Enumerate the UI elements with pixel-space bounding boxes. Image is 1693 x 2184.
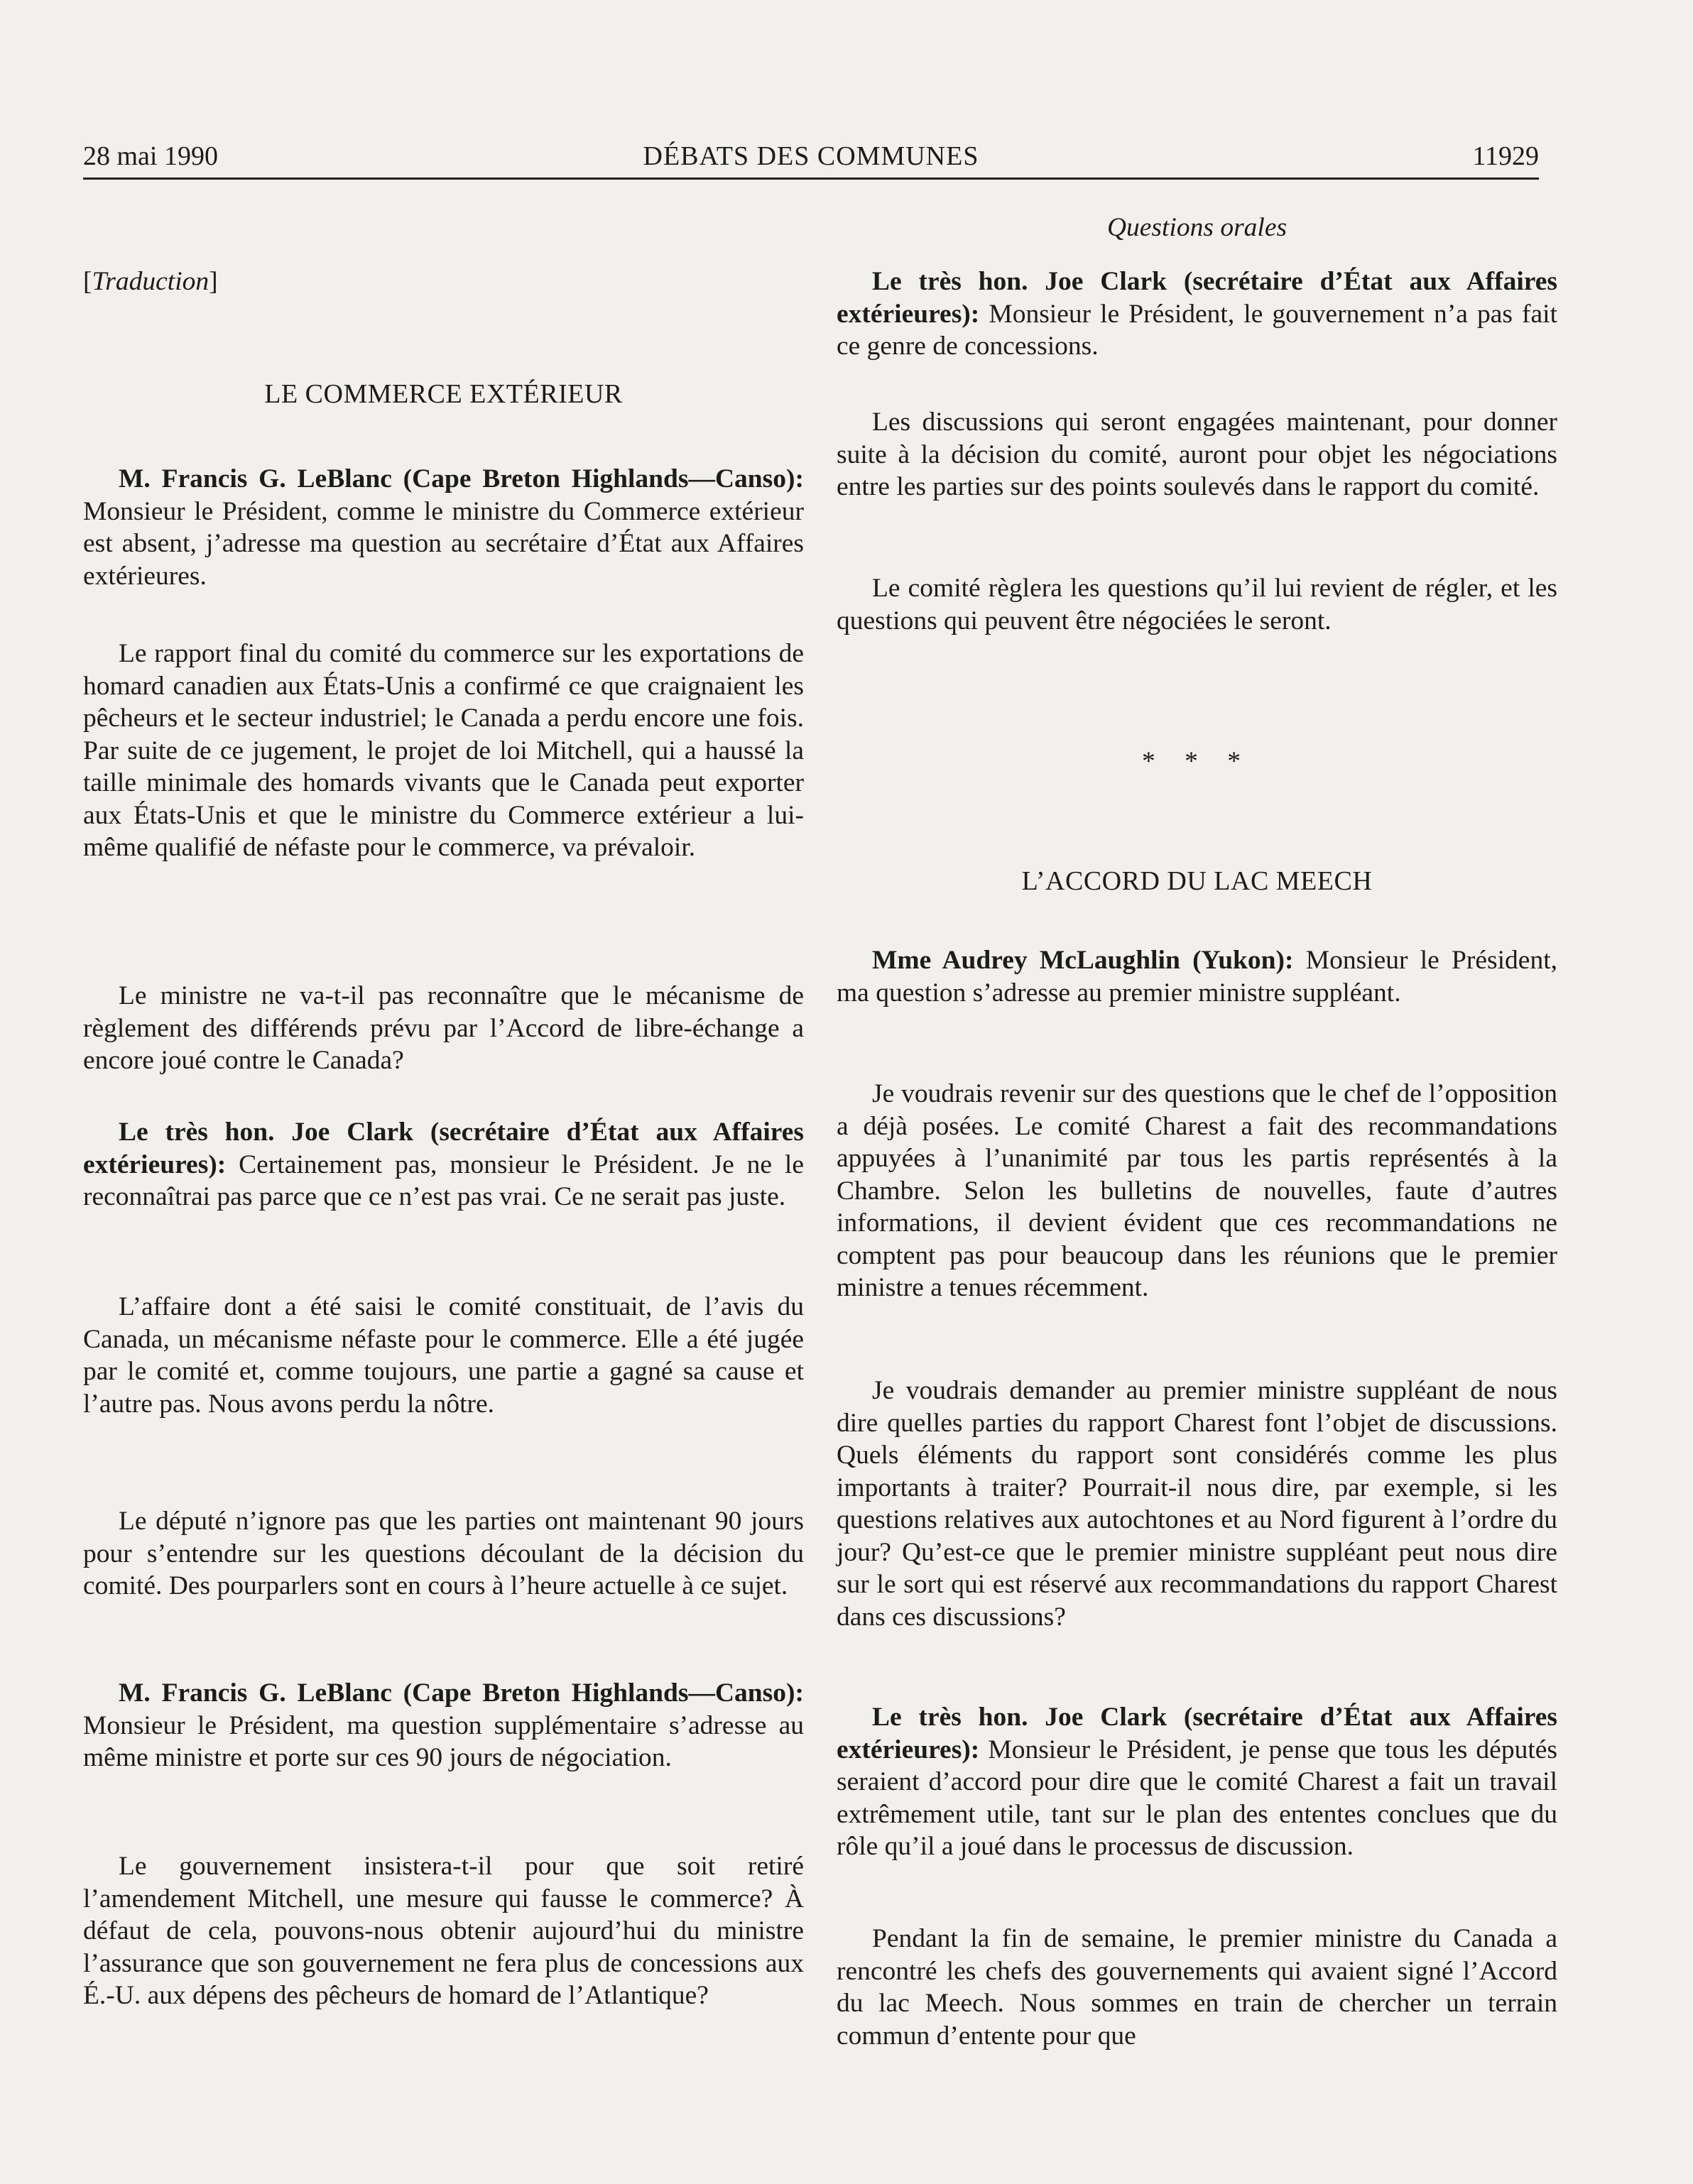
section-title: LE COMMERCE EXTÉRIEUR [264,379,623,409]
paragraph: M. Francis G. LeBlanc (Cape Breton Highlands—Canso): Monsieur le Président, comme le ministre du Commerce extérieur est absent, j’adresse ma question au secrétaire d’État aux Affaires extérieures. [83,464,804,591]
paragraph: Le député n’ignore pas que les parties ont maintenant 90 jours pour s’entendre sur les questions découlant de la décision du comité. Des pourparlers sont en cours à l’heure actuelle à ce sujet. [83,1507,804,1600]
header-page-number: 11929 [1472,141,1539,171]
section-title: L’ACCORD DU LAC MEECH [1021,866,1373,896]
paragraph: Le comité règlera les questions qu’il lui revient de régler, et les questions qui peuvent être négociées le seront. [837,574,1557,635]
header-date: 28 mai 1990 [83,141,218,171]
header-title: DÉBATS DES COMMUNES [643,141,979,171]
paragraph: Le très hon. Joe Clark (secrétaire d’État aux Affaires extérieures): Certainement pas, monsieur le Président. Je ne le reconnaîtrai pas parce que ce n’est pas vrai. Ce ne serait pas juste. [83,1118,804,1211]
translation-note: [Traduction] [83,267,218,296]
paragraph: Le très hon. Joe Clark (secrétaire d’État aux Affaires extérieures): Monsieur le Président, je pense que tous les députés seraient d’accord pour dire que le comité Charest a fait un travail extrêmement utile, tant sur le plan des ententes conclues que du rôle qu’il a joué dans le processus de discussion. [837,1703,1557,1861]
paragraph: Je voudrais demander au premier ministre suppléant de nous dire quelles parties du rapport Charest font l’objet de discussions. Quels éléments du rapport sont considérés comme les plus importants à traiter? Pourrait-il nous dire, par exemple, si les questions relatives aux autochtones et au Nord figurent à l’ordre du jour? Qu’est-ce que le premier ministre suppléant peut nous dire sur le sort qui est réservé aux recommandations du rapport Charest dans ces discussions? [837,1376,1557,1632]
section-separator: * * * [1142,747,1252,776]
paragraph: Le très hon. Joe Clark (secrétaire d’État aux Affaires extérieures): Monsieur le Président, le gouvernement n’a pas fait ce genre de concessions. [837,267,1557,361]
paragraph: Le ministre ne va-t-il pas reconnaître que le mécanisme de règlement des différends prévu par l’Accord de libre-échange a encore joué contre le Canada? [83,981,804,1075]
header-rule [83,178,1539,180]
paragraph: Pendant la fin de semaine, le premier ministre du Canada a rencontré les chefs des gouvernements qui avaient signé l’Accord du lac Meech. Nous sommes en train de chercher un terrain commun d’entente pour que [837,1924,1557,2051]
paragraph: Je voudrais revenir sur des questions que le chef de l’opposition a déjà posées. Le comité Charest a fait des recommandations appuyées à l’unanimité par tous les partis représentés à la Chambre. Selon les bulletins de nouvelles, faute d’autres informations, il devient évident que ces recommandations ne comptent pas pour beaucoup dans les réunions que le premier ministre a tenues récemment. [837,1079,1557,1302]
speaker-name: Mme Audrey McLaughlin (Yukon): [872,946,1294,975]
paragraph: Le rapport final du comité du commerce sur les exportations de homard canadien aux États-Unis a confirmé ce que craignaient les pêcheurs et le secteur industriel; le Canada a perdu encore une fois. Par suite de ce jugement, le projet de loi Mitchell, qui a haussé la taille minimale des homards vivants que le Canada peut exporter aux États-Unis et que le ministre du Commerce extérieur a lui-même qualifié de néfaste pour le commerce, va prévaloir. [83,639,804,862]
speaker-name: Le très hon. Joe Clark (secrétaire d’État aux Affaires extérieures): [837,1703,1557,1764]
speaker-name: M. Francis G. LeBlanc (Cape Breton Highlands—Canso): [119,464,804,493]
speaker-name: M. Francis G. LeBlanc (Cape Breton Highlands—Canso): [119,1678,804,1708]
speaker-name: Le très hon. Joe Clark (secrétaire d’État aux Affaires extérieures): [837,267,1557,329]
paragraph: M. Francis G. LeBlanc (Cape Breton Highlands—Canso): Monsieur le Président, ma question supplémentaire s’adresse au même ministre et porte sur ces 90 jours de négociation. [83,1678,804,1772]
running-header [83,139,1539,179]
paragraph: Les discussions qui seront engagées maintenant, pour donner suite à la décision du comité, auront pour objet les négociations entre les parties sur des points soulevés dans le rapport du comité. [837,408,1557,501]
speaker-name: Le très hon. Joe Clark (secrétaire d’État aux Affaires extérieures): [83,1118,804,1179]
paragraph: L’affaire dont a été saisi le comité constituait, de l’avis du Canada, un mécanisme néfaste pour le commerce. Elle a été jugée par le comité et, comme toujours, une partie a gagné sa cause et l’autre pas. Nous avons perdu la nôtre. [83,1292,804,1419]
running-subtitle: Questions orales [1106,213,1288,242]
paragraph: Le gouvernement insistera-t-il pour que soit retiré l’amendement Mitchell, une mesure qui fausse le commerce? À défaut de cela, pouvons-nous obtenir aujourd’hui du ministre l’assurance que son gouvernement ne fera plus de concessions aux É.-U. aux dépens des pêcheurs de homard de l’Atlantique? [83,1852,804,2010]
paragraph: Mme Audrey McLaughlin (Yukon): Monsieur le Président, ma question s’adresse au premier ministre suppléant. [837,946,1557,1008]
